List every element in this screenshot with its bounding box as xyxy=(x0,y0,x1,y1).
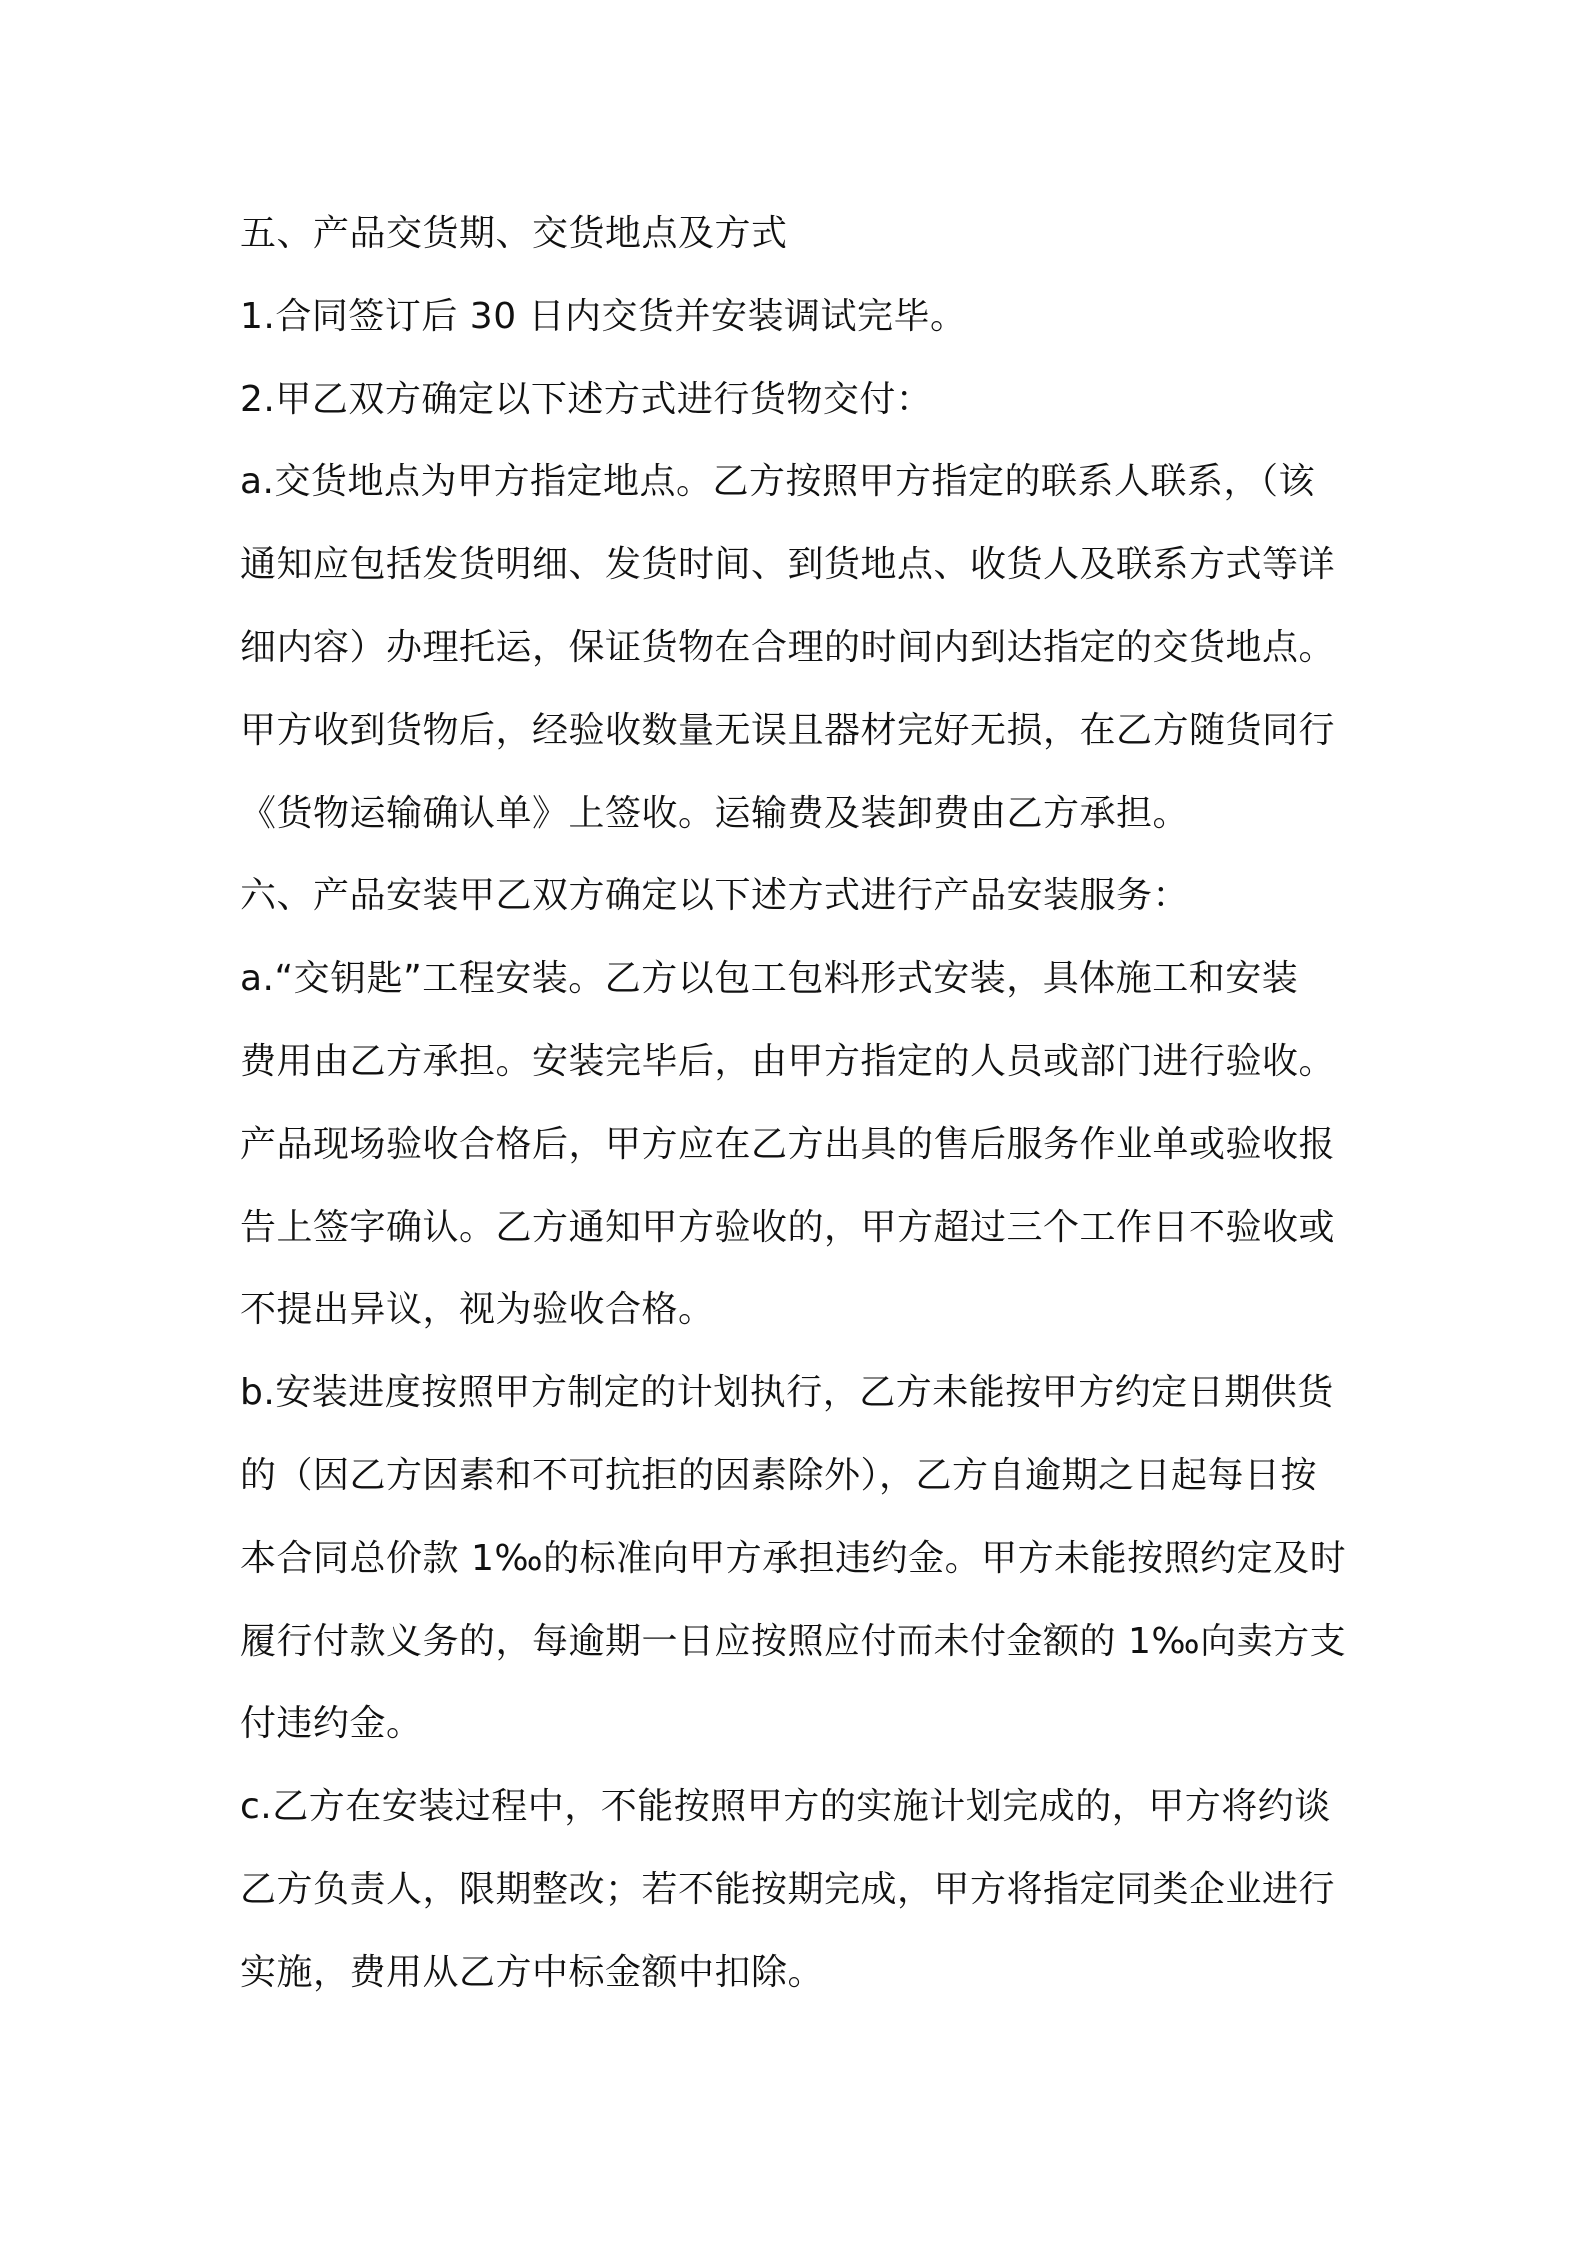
text-line: 的（因乙方因素和不可抗拒的因素除外），乙方自逾期之日起每日按 xyxy=(240,1454,1318,1496)
text-line: 履行付款义务的，每逾期一日应按照应付而未付金额的 1‰向卖方支 xyxy=(240,1620,1347,1662)
text-line: 1.合同签订后 30 日内交货并安装调试完毕。 xyxy=(240,295,967,337)
text-line: a.“交钥匙”工程安装。乙方以包工包料形式安装，具体施工和安装 xyxy=(240,958,1299,1000)
text-line: 费用由乙方承担。安装完毕后，由甲方指定的人员或部门进行验收。 xyxy=(240,1040,1336,1082)
text-line: 乙方负责人，限期整改；若不能按期完成，甲方将指定同类企业进行 xyxy=(240,1868,1336,1910)
document-body xyxy=(240,193,1360,2015)
text-line: 甲方收到货物后，经验收数量无误且器材完好无损，在乙方随货同行 xyxy=(240,709,1336,751)
text-line: 细内容）办理托运，保证货物在合理的时间内到达指定的交货地点。 xyxy=(240,626,1336,668)
text-line: 《货物运输确认单》上签收。运输费及装卸费由乙方承担。 xyxy=(240,792,1190,834)
text-line: 付违约金。 xyxy=(240,1703,423,1745)
text-line: c.乙方在安装过程中，不能按照甲方的实施计划完成的，甲方将约谈 xyxy=(240,1786,1331,1828)
text-line: 告上签字确认。乙方通知甲方验收的，甲方超过三个工作日不验收或 xyxy=(240,1206,1336,1248)
text-line: 不提出异议，视为验收合格。 xyxy=(240,1289,715,1331)
text-line: 本合同总价款 1‰的标准向甲方承担违约金。甲方未能按照约定及时 xyxy=(240,1537,1347,1579)
text-line: 实施，费用从乙方中标金额中扣除。 xyxy=(240,1951,825,1993)
section-heading-delivery: 五、产品交货期、交货地点及方式 xyxy=(240,213,788,254)
text-line: a.交货地点为甲方指定地点。乙方按照甲方指定的联系人联系，（该 xyxy=(240,461,1316,503)
text-line: 2.甲乙双方确定以下述方式进行货物交付： xyxy=(240,378,933,420)
section-heading-installation: 六、产品安装甲乙双方确定以下述方式进行产品安装服务： xyxy=(240,875,1190,917)
text-line: 产品现场验收合格后，甲方应在乙方出具的售后服务作业单或验收报 xyxy=(240,1123,1336,1165)
text-line: 通知应包括发货明细、发货时间、到货地点、收货人及联系方式等详 xyxy=(240,544,1336,586)
text-line: b.安装进度按照甲方制定的计划执行，乙方未能按甲方约定日期供货 xyxy=(240,1372,1334,1414)
